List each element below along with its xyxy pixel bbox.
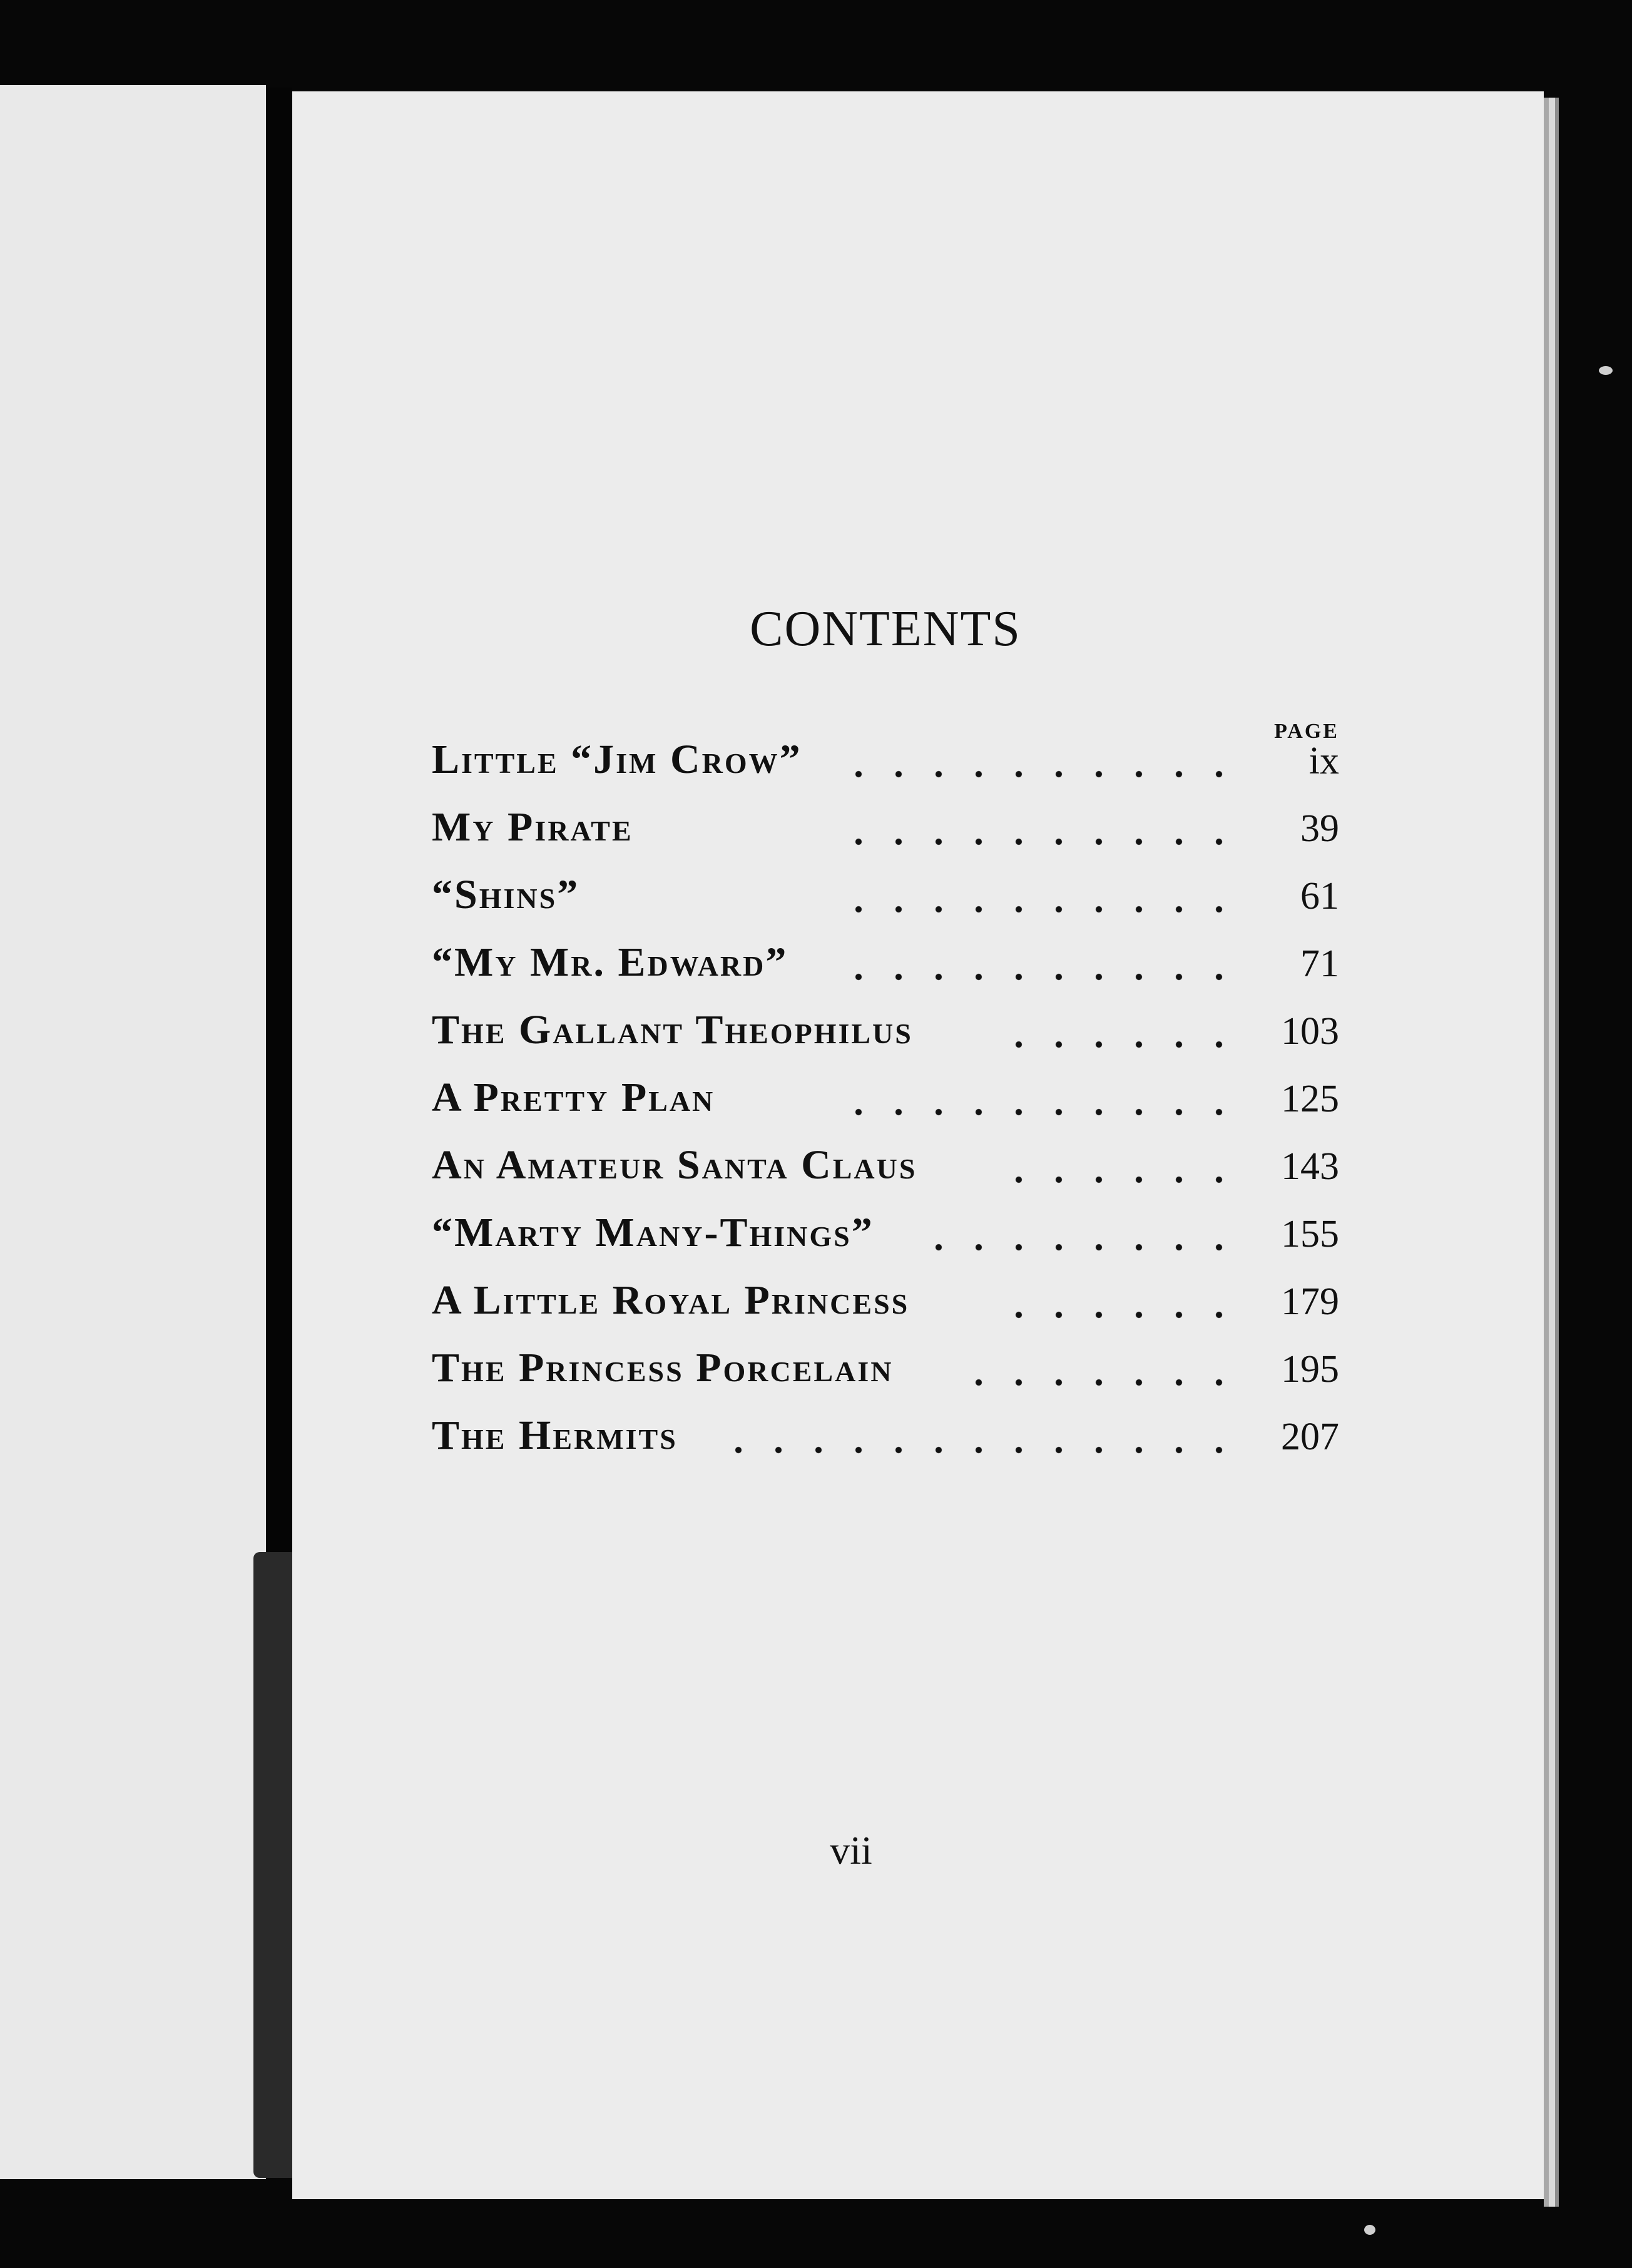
page-column-label: PAGE xyxy=(1274,720,1339,743)
toc-entry-title: “Shins” xyxy=(432,872,580,917)
toc-entry-page: 39 xyxy=(1300,807,1339,850)
toc-entry xyxy=(432,935,1339,998)
toc-entry xyxy=(432,1341,1339,1403)
dot-leader xyxy=(982,1310,1239,1319)
toc-entry-page: 61 xyxy=(1300,875,1339,917)
page-edge xyxy=(1549,98,1555,2207)
toc-entry xyxy=(432,800,1339,862)
toc-entry-page: ix xyxy=(1308,740,1339,782)
toc-entry-title: A Little Royal Princess xyxy=(432,1277,910,1323)
toc-entry-page: 207 xyxy=(1281,1416,1339,1458)
toc-entry xyxy=(432,1138,1339,1200)
toc-entry-title: “My Mr. Edward” xyxy=(432,939,788,985)
toc-entry-title: The Hermits xyxy=(432,1412,678,1458)
toc-entry-page: 195 xyxy=(1281,1348,1339,1391)
dot-leader xyxy=(970,1378,1239,1387)
left-page xyxy=(0,85,266,2179)
toc-entry-title: My Pirate xyxy=(432,804,633,850)
dust-speck xyxy=(1364,2225,1375,2235)
toc-entry xyxy=(432,1070,1339,1133)
dot-leader xyxy=(726,1446,1239,1454)
toc-entry-title: The Princess Porcelain xyxy=(432,1345,894,1391)
dot-leader xyxy=(845,1108,1239,1116)
dot-leader xyxy=(845,837,1239,846)
toc-entry-page: 179 xyxy=(1281,1280,1339,1323)
toc-entry-page: 125 xyxy=(1281,1078,1339,1120)
contents-heading: CONTENTS xyxy=(750,601,1021,656)
toc-entry-page: 143 xyxy=(1281,1145,1339,1188)
spine-binding xyxy=(253,1552,297,2178)
toc-entry-title: “Marty Many-Things” xyxy=(432,1210,874,1255)
toc-entry xyxy=(432,1408,1339,1471)
toc-entry xyxy=(432,1003,1339,1065)
toc-entry-page: 71 xyxy=(1300,942,1339,985)
dot-leader xyxy=(845,905,1239,914)
page-number: vii xyxy=(830,1828,872,1872)
toc-entry-title: An Amateur Santa Claus xyxy=(432,1142,917,1188)
dot-leader xyxy=(982,1040,1239,1049)
page-edge xyxy=(1544,98,1549,2207)
page-edge xyxy=(1555,98,1559,2207)
dot-leader xyxy=(845,973,1239,981)
dot-leader xyxy=(926,1243,1239,1252)
dust-speck xyxy=(1599,366,1613,375)
toc-entry-title: A Pretty Plan xyxy=(432,1075,715,1120)
toc-entry xyxy=(432,1205,1339,1268)
toc-entry xyxy=(432,732,1339,795)
toc-entry xyxy=(432,867,1339,930)
dot-leader xyxy=(845,770,1239,779)
toc-entry-page: 155 xyxy=(1281,1213,1339,1255)
dot-leader xyxy=(982,1175,1239,1184)
toc-entry xyxy=(432,1273,1339,1336)
toc-entry-title: The Gallant Theophilus xyxy=(432,1007,913,1053)
toc-entry-page: 103 xyxy=(1281,1010,1339,1053)
toc-entry-title: Little “Jim Crow” xyxy=(432,737,802,782)
